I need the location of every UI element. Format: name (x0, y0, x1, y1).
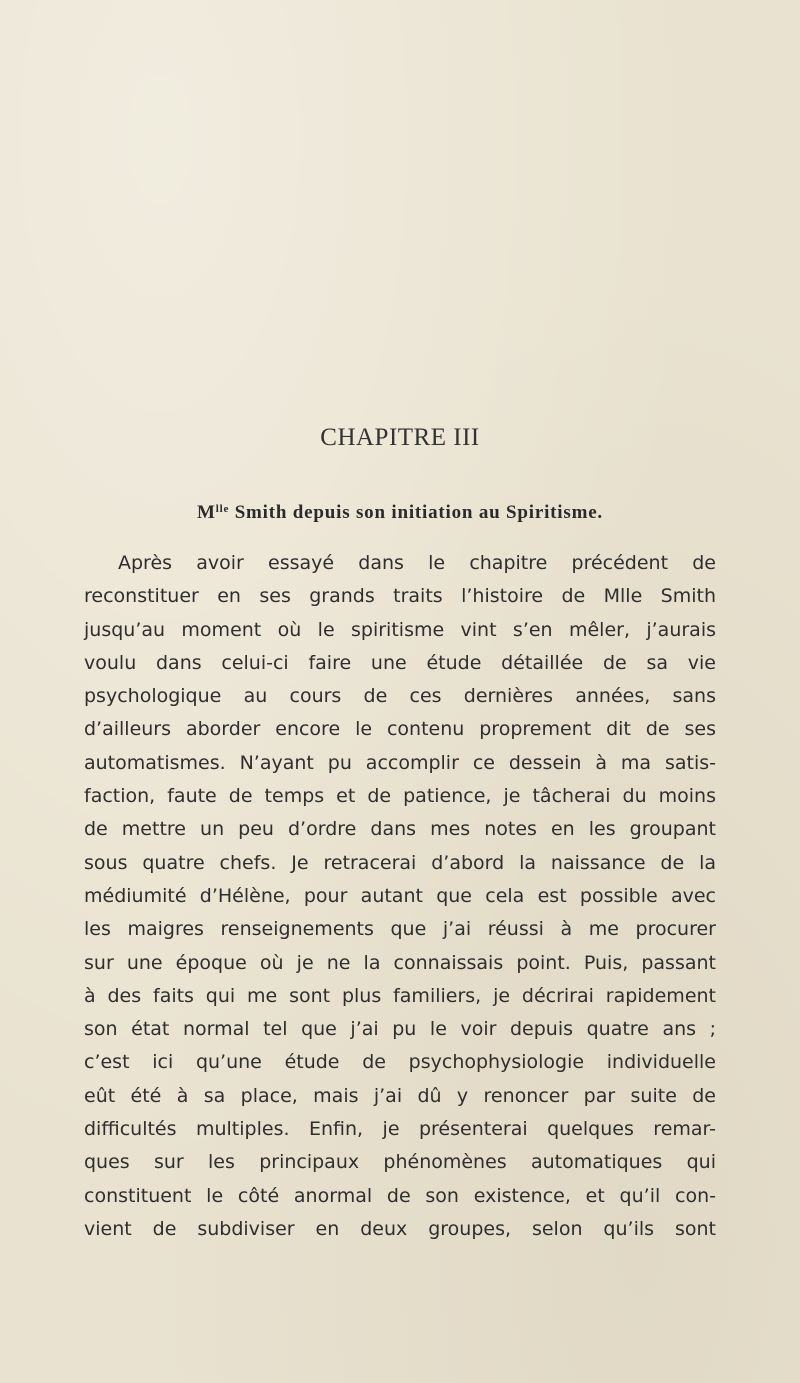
chapter-heading: CHAPITRE III (320, 424, 480, 451)
subtitle-prefix: M (197, 502, 216, 523)
text-line: ques sur les principaux phénomènes automatiques qui (84, 1151, 716, 1174)
subtitle-rest: Smith depuis son initiation au Spiritisme. (229, 502, 603, 523)
text-line: eût été à sa place, mais j’ai dû y renoncer par suite de (84, 1084, 716, 1107)
text-line: les maigres renseignements que j’ai réussi à me procurer (84, 918, 716, 941)
text-line: vient de subdiviser en deux groupes, selon qu’ils sont (84, 1217, 716, 1240)
text-line: d’ailleurs aborder encore le contenu proprement dit de ses (84, 718, 716, 741)
subtitle-superscript: lle (215, 503, 230, 515)
text-line: à des faits qui me sont plus familiers, je décrirai rapidement (84, 984, 716, 1007)
text-line: automatismes. N’ayant pu accomplir ce dessein à ma satis- (84, 751, 716, 774)
text-line: Après avoir essayé dans le chapitre précédent de (118, 552, 716, 574)
text-line: sur une époque où je ne la connaissais point. Puis, passant (84, 951, 716, 974)
text-line: faction, faute de temps et de patience, je tâcherai du moins (84, 785, 716, 808)
text-line: psychologique au cours de ces dernières années, sans (84, 685, 716, 708)
text-line: son état normal tel que j’ai pu le voir depuis quatre ans ; (84, 1018, 716, 1041)
text-line: de mettre un peu d’ordre dans mes notes en les groupant (84, 818, 716, 841)
text-line: reconstituer en ses grands traits l’histoire de Mlle Smith (84, 585, 716, 608)
text-line: voulu dans celui-ci faire une étude détaillée de sa vie (84, 651, 716, 674)
text-line: difficultés multiples. Enfin, je présenterai quelques remar- (84, 1118, 716, 1141)
text-line: c’est ici qu’une étude de psychophysiologie individuelle (84, 1051, 716, 1074)
body-text (84, 547, 716, 1246)
chapter-subtitle (0, 502, 800, 524)
text-line: sous quatre chefs. Je retracerai d’abord la naissance de la (84, 851, 716, 874)
text-line: constituent le côté anormal de son existence, et qu’il con- (84, 1184, 716, 1207)
text-line: médiumité d’Hélène, pour autant que cela est possible avec (84, 884, 716, 907)
text-line: jusqu’au moment où le spiritisme vint s’en mêler, j’aurais (84, 618, 716, 641)
